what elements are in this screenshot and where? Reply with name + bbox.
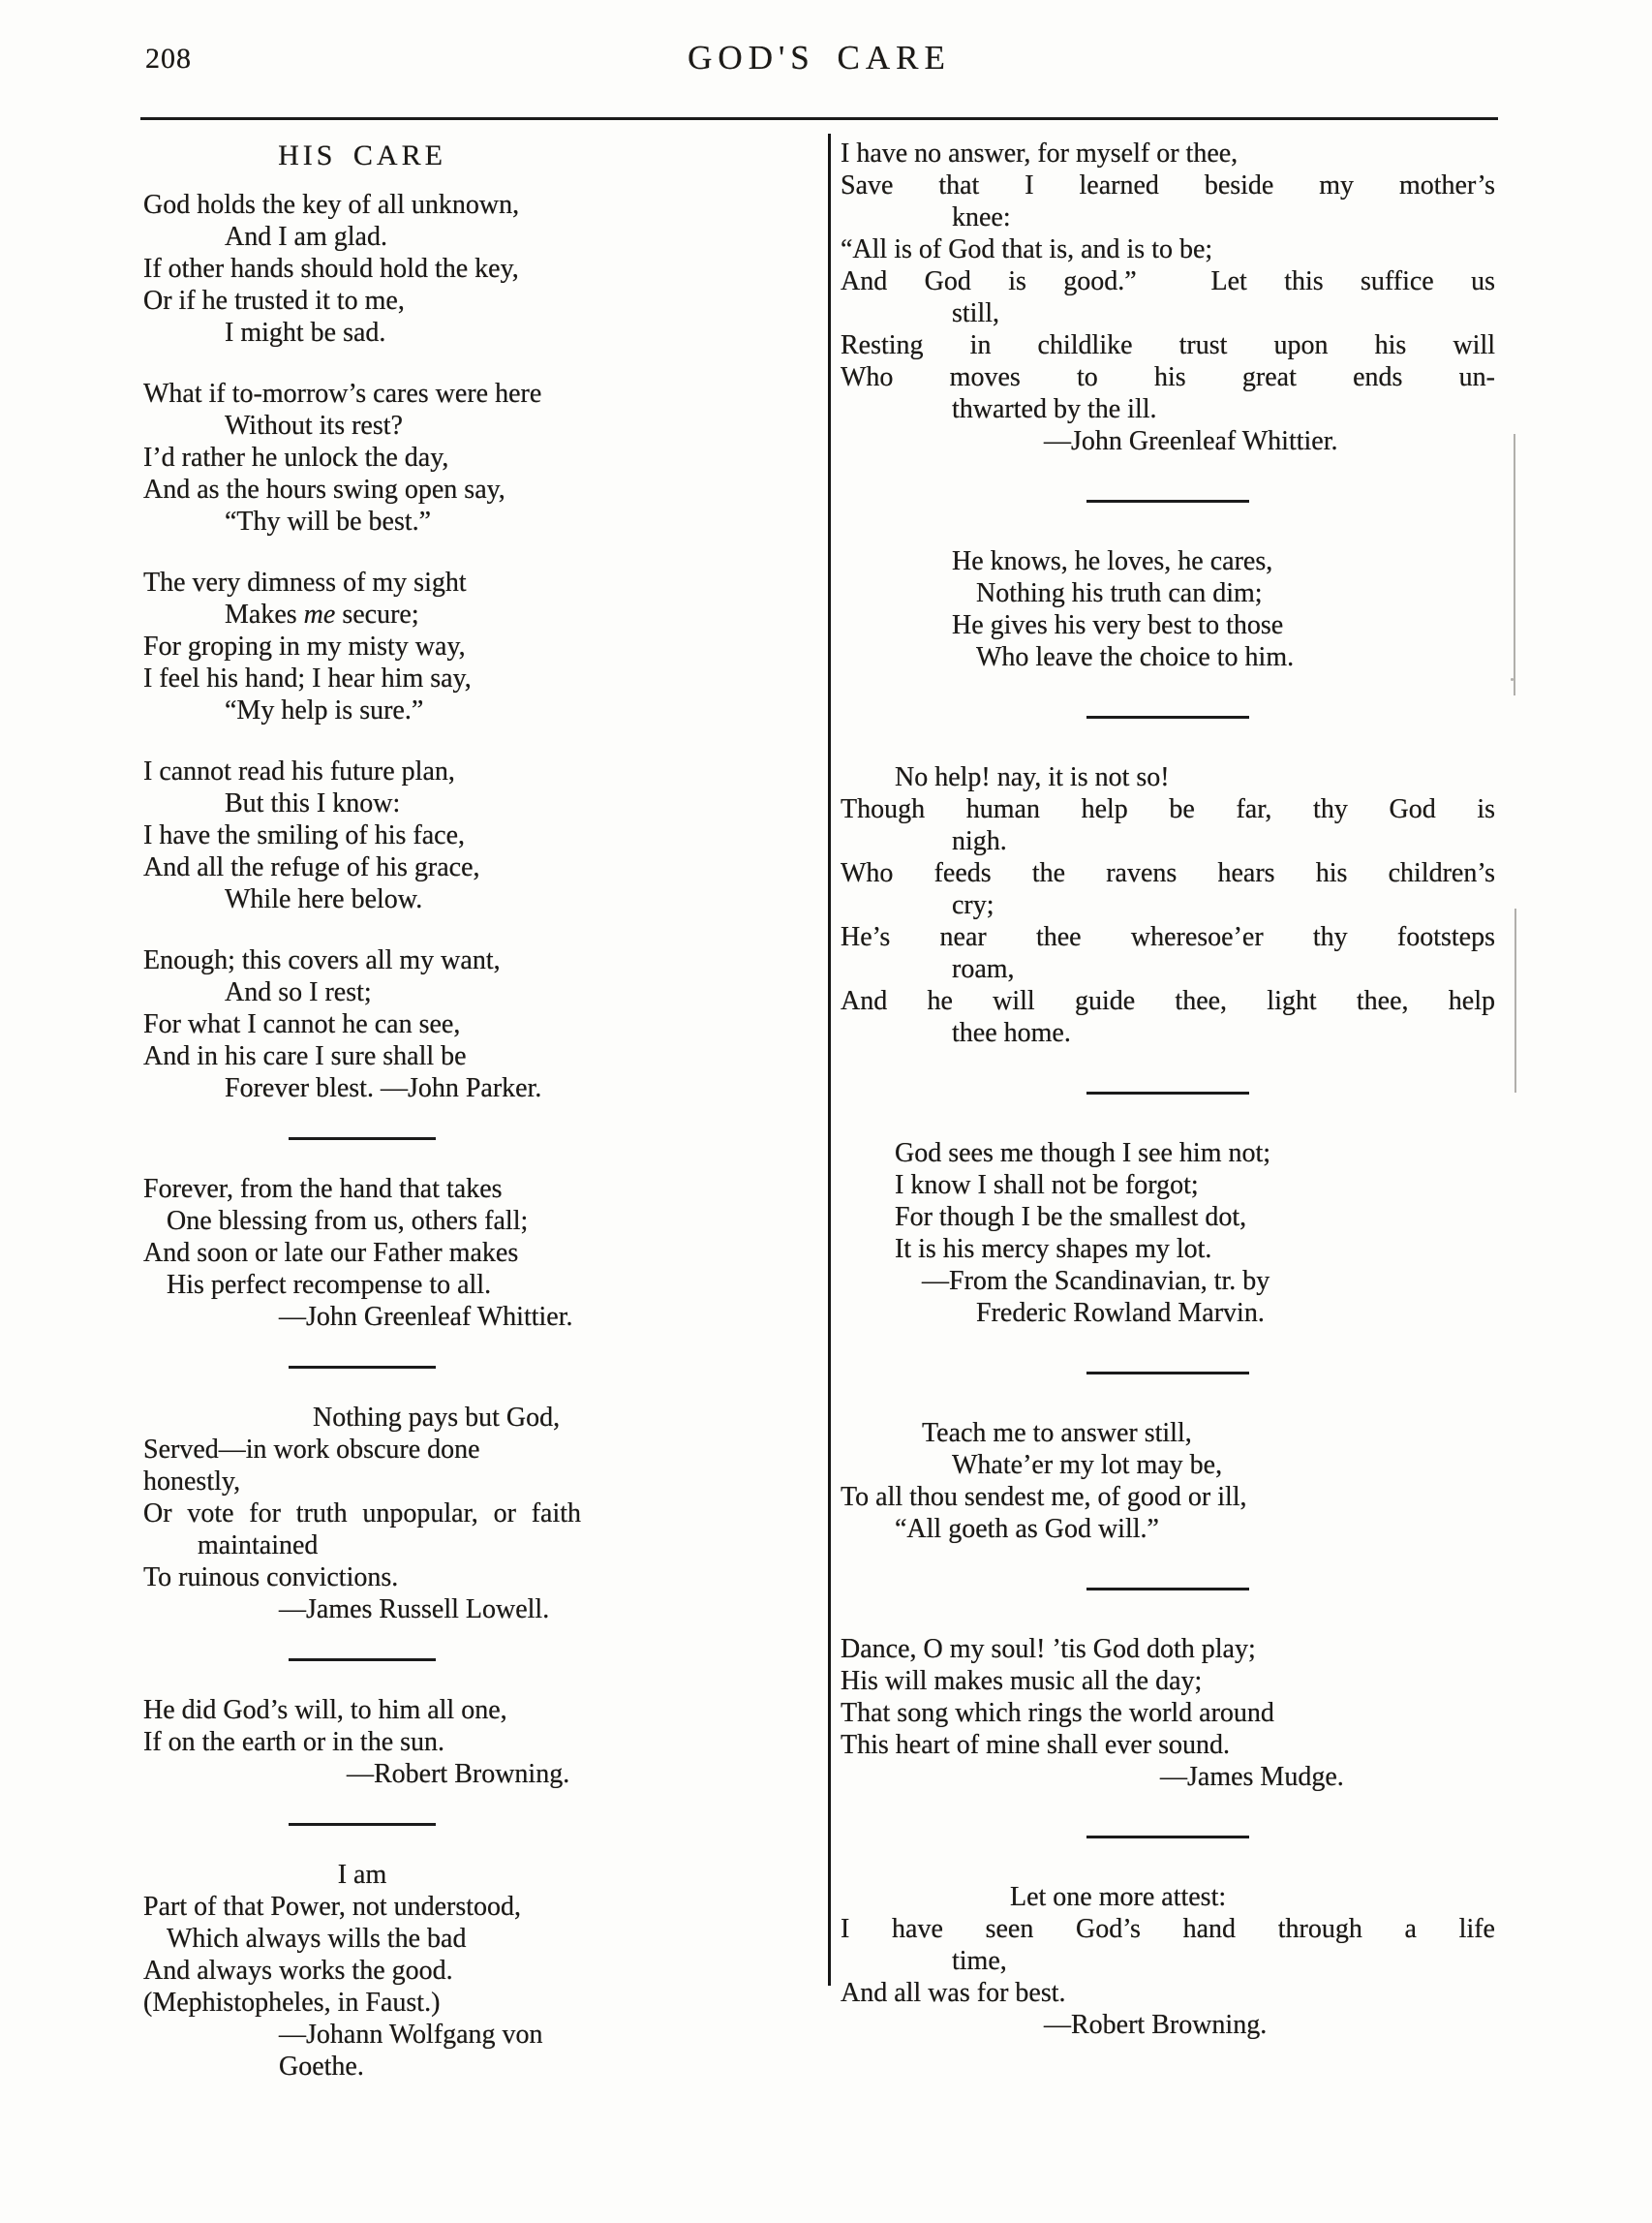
poem-line: God sees me though I see him not;	[895, 1138, 1271, 1168]
poem-line: Nothing pays but God,	[313, 1403, 561, 1433]
poem-line: He knows, he loves, he cares,	[952, 546, 1273, 576]
poem-line: cry;	[952, 890, 994, 920]
poem-line: While here below.	[225, 884, 423, 914]
poem-line: Though human help be far, thy God is	[841, 794, 1495, 824]
poem-line: I have no answer, for myself or thee,	[841, 139, 1239, 169]
attribution-line: —From the Scandinavian, tr. by	[922, 1266, 1270, 1296]
poem-line: knee:	[952, 202, 1011, 232]
poem-line: time,	[952, 1946, 1007, 1976]
poem-line: Who feeds the ravens hears his children’s	[841, 858, 1495, 888]
poem-line: His perfect recompense to all.	[167, 1270, 492, 1300]
poem-line: “All is of God that is, and is to be;	[841, 234, 1213, 264]
right-column-blocks	[841, 138, 1495, 2041]
poem-line: Who moves to his great ends un-	[841, 362, 1495, 392]
poem-line: To ruinous convictions.	[143, 1562, 399, 1592]
poem-line: He did God’s will, to him all one,	[143, 1695, 507, 1725]
poem-stanza	[143, 378, 581, 538]
attribution-line: —John Greenleaf Whittier.	[279, 1302, 573, 1332]
poem-line: I have the smiling of his face,	[143, 820, 466, 850]
poem-stanza	[143, 756, 581, 915]
attribution-line: —Johann Wolfgang von Goethe.	[279, 2020, 550, 2082]
poem-line: Makes me secure;	[225, 600, 419, 630]
poem-line: Enough; this covers all my want,	[143, 945, 501, 975]
poem-stanza	[841, 1881, 1495, 2041]
poem-line: And I am glad.	[225, 222, 387, 252]
poem-line: And so I rest;	[225, 977, 372, 1007]
poem-line: But this I know:	[225, 788, 401, 818]
section-divider	[1086, 716, 1249, 719]
poem-line: If on the earth or in the sun.	[143, 1727, 445, 1757]
poem-line: Who leave the choice to him.	[976, 642, 1295, 672]
poem-stanza	[841, 761, 1495, 1049]
section-divider	[289, 1366, 436, 1369]
poem-stanza	[841, 545, 1495, 673]
attribution-line: —Robert Browning.	[1044, 2010, 1268, 2040]
attribution-line: —John Greenleaf Whittier.	[1044, 426, 1338, 456]
poem-line: For what I cannot he can see,	[143, 1009, 461, 1039]
poem-stanza	[841, 1417, 1495, 1545]
poem-line: God holds the key of all unknown,	[143, 190, 520, 220]
poem-line: If other hands should hold the key,	[143, 254, 519, 284]
poem-line: For groping in my misty way,	[143, 632, 466, 662]
poem-line: roam,	[952, 954, 1015, 984]
poem-line: (Mephistopheles, in Faust.)	[143, 1988, 441, 2018]
poem-line: I am	[337, 1860, 387, 1890]
poem-line: nigh.	[952, 826, 1007, 856]
column-divider-rule	[828, 134, 831, 1986]
poem-stanza	[143, 1402, 581, 1625]
section-divider	[1086, 1092, 1249, 1095]
poem-line: I have seen God’s hand through a life	[841, 1914, 1495, 1944]
page-header-title: GOD'S CARE	[688, 39, 951, 77]
scan-artifact	[1514, 434, 1515, 695]
poem-stanza	[143, 1859, 581, 2083]
scan-artifact	[1514, 909, 1516, 1093]
poem-line: Or vote for truth unpopular, or faith	[143, 1498, 581, 1528]
poem-line: Teach me to answer still,	[922, 1418, 1192, 1448]
poem-line: Served—in work obscure done honestly,	[143, 1435, 487, 1497]
attribution-line: —James Russell Lowell.	[279, 1594, 550, 1624]
scan-artifact	[1511, 678, 1514, 681]
poem-line: Nothing his truth can dim;	[976, 578, 1263, 608]
attribution-line: —Robert Browning.	[347, 1759, 570, 1789]
poem-line: It is his mercy shapes my lot.	[895, 1234, 1212, 1264]
poem-line: Whate’er my lot may be,	[952, 1450, 1223, 1480]
poem-line: “All goeth as God will.”	[895, 1514, 1159, 1544]
poem-line: He gives his very best to those	[952, 610, 1284, 640]
poem-line: No help! nay, it is not so!	[895, 762, 1170, 792]
poem-line: “My help is sure.”	[225, 695, 424, 726]
poem-line: And soon or late our Father makes	[143, 1238, 519, 1268]
poem-stanza	[143, 944, 581, 1104]
page-number: 208	[145, 43, 192, 75]
poem-line: Forever blest. —John Parker.	[225, 1073, 542, 1103]
poem-line: Without its rest?	[225, 411, 403, 441]
left-column	[143, 136, 581, 2112]
poem-stanza	[143, 567, 581, 726]
poem-line: Resting in childlike trust upon his will	[841, 330, 1495, 360]
poem-line: Save that I learned beside my mother’s	[841, 170, 1495, 201]
poem-line: This heart of mine shall ever sound.	[841, 1730, 1231, 1760]
left-column-blocks	[143, 189, 581, 2083]
attribution-line: —James Mudge.	[1160, 1762, 1344, 1792]
poem-line: What if to-morrow’s cares were here	[143, 379, 542, 409]
section-divider	[1086, 1588, 1249, 1590]
poem-line: And always works the good.	[143, 1956, 453, 1986]
poem-line: I know I shall not be forgot;	[895, 1170, 1199, 1200]
poem-line: thwarted by the ill.	[952, 394, 1157, 424]
poem-line: Part of that Power, not understood,	[143, 1892, 522, 1922]
poem-stanza	[143, 1173, 581, 1333]
poem-line: To all thou sendest me, of good or ill,	[841, 1482, 1247, 1512]
poem-line: The very dimness of my sight	[143, 568, 467, 598]
poem-line: I feel his hand; I hear him say,	[143, 664, 472, 694]
poem-line: His will makes music all the day;	[841, 1666, 1203, 1696]
poem-line: I’d rather he unlock the day,	[143, 443, 449, 473]
header-rule	[140, 117, 1498, 120]
poem-stanza	[143, 1694, 581, 1790]
section-divider	[289, 1823, 436, 1826]
poem-line: thee home.	[952, 1018, 1071, 1048]
right-column	[841, 138, 1495, 2070]
poem-line: For though I be the smallest dot,	[895, 1202, 1247, 1232]
poem-line: Which always wills the bad	[167, 1924, 467, 1954]
poem-stanza	[143, 189, 581, 349]
section-divider	[289, 1658, 436, 1661]
poem-line: Or if he trusted it to me,	[143, 286, 405, 316]
poem-line: Dance, O my soul! ’tis God doth play;	[841, 1634, 1256, 1664]
poem-line: And God is good.” Let this suffice us	[841, 266, 1495, 296]
poem-line: maintained	[198, 1530, 319, 1560]
section-divider	[1086, 1372, 1249, 1374]
section-divider	[289, 1137, 436, 1140]
poem-line: And all the refuge of his grace,	[143, 852, 480, 882]
section-divider	[1086, 500, 1249, 503]
poem-line: I might be sad.	[225, 318, 386, 348]
poem-stanza	[841, 1633, 1495, 1793]
section-divider	[1086, 1836, 1249, 1838]
poem-line: And as the hours swing open say,	[143, 475, 505, 505]
poem-line: still,	[952, 298, 1000, 328]
poem-line: He’s near thee wheresoe’er thy footsteps	[841, 922, 1495, 952]
poem-line: I cannot read his future plan,	[143, 756, 455, 787]
poem-line: One blessing from us, others fall;	[167, 1206, 529, 1236]
poem-line: And he will guide thee, light thee, help	[841, 986, 1495, 1016]
poem-stanza	[841, 1137, 1495, 1329]
poem-line: That song which rings the world around	[841, 1698, 1274, 1728]
poem-line: And in his care I sure shall be	[143, 1041, 467, 1071]
poem-line: And all was for best.	[841, 1978, 1066, 2008]
section-heading-his-care: HIS CARE	[278, 139, 446, 171]
poem-line: Forever, from the hand that takes	[143, 1174, 503, 1204]
poem-line: Frederic Rowland Marvin.	[976, 1298, 1265, 1328]
poem-stanza	[841, 138, 1495, 457]
poem-line: Let one more attest:	[1010, 1882, 1227, 1912]
poem-line: “Thy will be best.”	[225, 507, 432, 537]
